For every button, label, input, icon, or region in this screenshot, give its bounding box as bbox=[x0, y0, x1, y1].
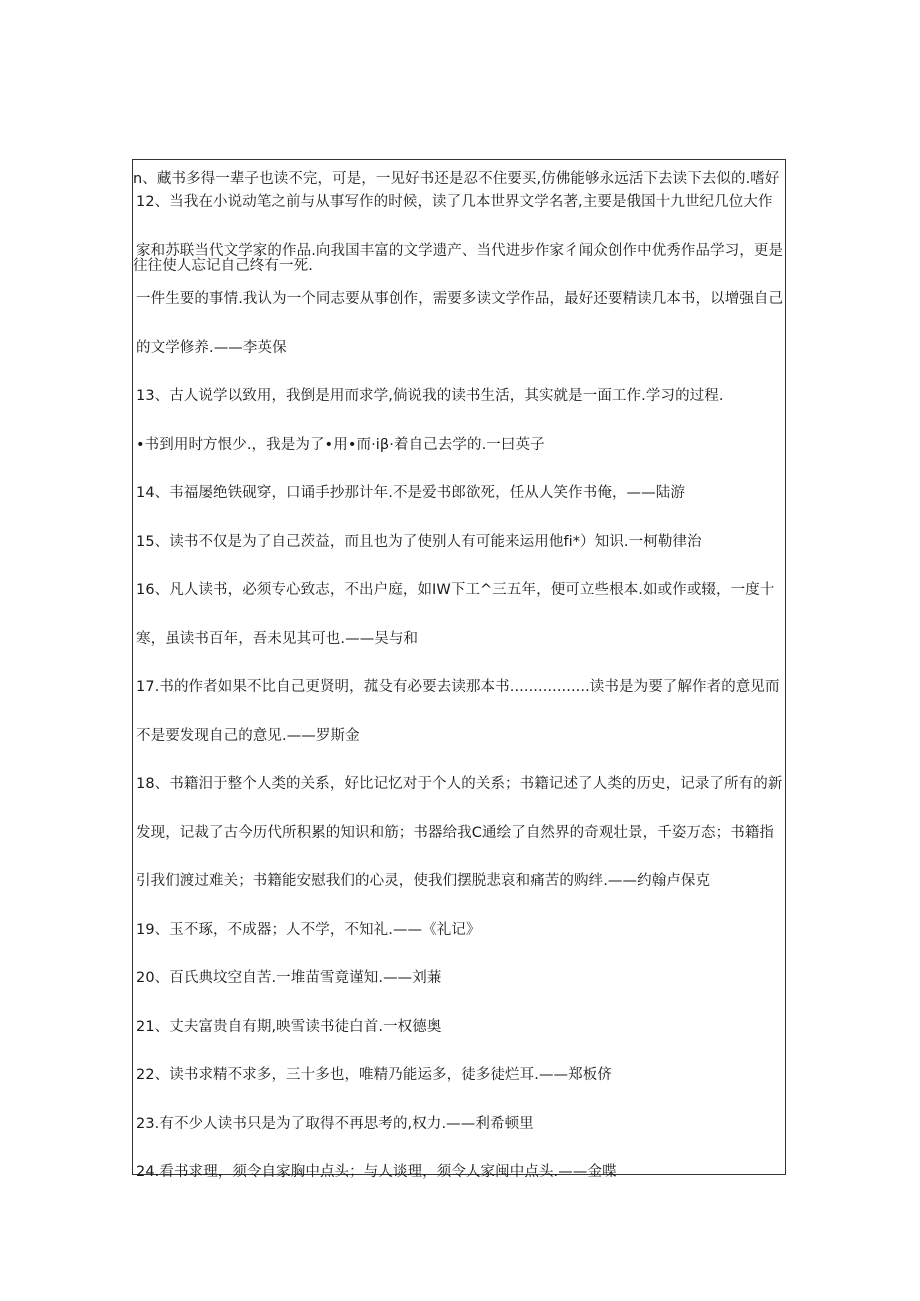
quote-item-22: 22、读书求精不求多，三十多也，唯精乃能运多，徒多徒烂耳.——郑板侪 bbox=[136, 1067, 612, 1083]
quote-item-16: 16、凡人读书，必须专心致志，不出户庭，如IW下工^三五年，便可立些根本.如或作或辍，一度十寒，虽读书百年，吾未见其可也.——吴与和 bbox=[136, 582, 775, 647]
quote-item-19: 19、玉不琢，不成器；人不学，不知礼.——《礼记》 bbox=[136, 921, 481, 938]
quote-list bbox=[136, 178, 784, 1197]
quote-item-13: 13、古人说学以致用，我倒是用而求学,倘说我的读书生活，其实就是一面工作.学习的过程. bbox=[136, 388, 724, 404]
quote-item-17: 17.书的作者如果不比自己更贤明，菰殳有必要去读那本书.................读书是为要了解作者的意见而不是要发现自己的意见.——罗斯金 bbox=[136, 679, 780, 744]
quote-item-15: 15、读书不仅是为了自己茨益，而且也为了使别人有可能来运用他fi*）知识.一柯勒律治 bbox=[136, 533, 702, 550]
quote-item-20: 20、百氏典坟空自苦.一堆苗雪竟谨知.——刘蒹 bbox=[136, 970, 442, 986]
quote-box bbox=[132, 159, 786, 1180]
quote-item-24: 24.看书求理，须令自家胸中点头；与人谈理，须令人家闽中点头.——金喋 bbox=[136, 1164, 617, 1180]
intro-line-1: n、藏书多得一辈子也读不完，可是，一见好书还是忍不住要买,仿佛能够永远活下去读下去似的.嗜好 bbox=[133, 171, 780, 187]
intro-line-2: 往往使人忘记自己终有一死. bbox=[133, 258, 313, 274]
quote-item-14: 14、韦福屡绝铁砚穿，口诵手抄那计年.不是爱书郎欲死，任从人笑作书俺，——陆游 bbox=[136, 485, 685, 501]
quote-item-12: 12、当我在小说动笔之前与从事写作的时候，读了几本世界文学名著,主要是俄国十九世纪几位大作家和苏联当代文学家的作品.向我国丰富的文学遗产、当代进步作家彳闻众创作中优秀作品学习，更是一件生要的事情.我认为一个同志要从事创作，需要多读文学作品，最好还要精读几本书，以增强自己的文学修养.——李英保 bbox=[136, 194, 784, 356]
quote-item-23: 23.有不少人读书只是为了取得不再思考的,权力.——利希顿里 bbox=[136, 1115, 534, 1132]
quote-item-18: 18、书籍汨于整个人类的关系，好比记忆对于个人的关系；书籍记述了人类的历史，记录了所有的新发现，记裁了古今历代所积累的知识和筋；书器给我C通绘了自然界的奇观壮景，千姿万态；书籍指引我们渡过难关；书籍能安慰我们的心灵，使我们摆脱悲哀和痛苦的购绊.——约翰卢保克 bbox=[136, 776, 783, 889]
quote-item-13-continued: •书到用时方恨少.，我是为了•用•而·iβ·着自己去学的.一曰英子 bbox=[136, 436, 545, 453]
quote-item-21: 21、丈夫富贵自有期,映雪读书徒白首.一权德奥 bbox=[136, 1018, 442, 1035]
